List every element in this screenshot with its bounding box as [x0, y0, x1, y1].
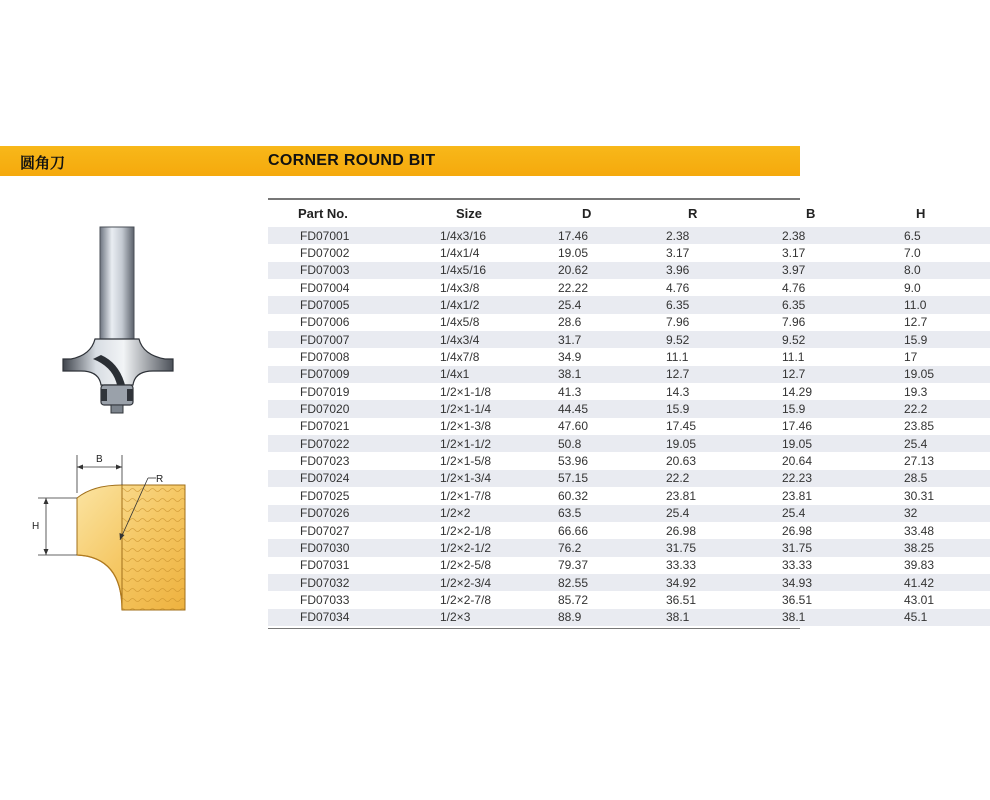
table-row [268, 452, 990, 469]
cell-h: 33.48 [904, 523, 935, 538]
cell-b: 2.38 [782, 228, 806, 243]
cell-size: 1/4x1/2 [440, 298, 480, 313]
cell-size: 1/2×1-3/8 [440, 419, 492, 434]
cell-h: 39.83 [904, 558, 935, 573]
cell-h: 38.25 [904, 540, 935, 555]
cell-d: 38.1 [558, 367, 582, 382]
cell-b: 19.05 [782, 436, 813, 451]
table-row [268, 435, 990, 452]
cell-b: 22.23 [782, 471, 813, 486]
table-row [268, 331, 990, 348]
b-arrow-right [116, 465, 122, 470]
cell-d: 19.05 [558, 246, 589, 261]
cell-h: 11.0 [904, 298, 927, 313]
router-bit-illustration [55, 225, 185, 425]
bearing-shield-right [127, 389, 133, 401]
spec-table [268, 200, 990, 626]
cell-part-no: FD07032 [300, 575, 350, 590]
cell-d: 22.22 [558, 280, 589, 295]
cell-d: 44.45 [558, 402, 589, 417]
cell-size: 1/4x7/8 [440, 350, 480, 365]
b-arrow-left [77, 465, 83, 470]
table-row [268, 574, 990, 591]
header-d: D [582, 206, 592, 221]
wood-end-grain [122, 485, 185, 610]
cell-b: 20.64 [782, 454, 813, 469]
english-title: CORNER ROUND BIT [268, 152, 436, 169]
cell-d: 79.37 [558, 558, 589, 573]
cell-h: 9.0 [904, 280, 921, 295]
cell-r: 14.3 [666, 384, 690, 399]
table-row [268, 279, 990, 296]
cell-part-no: FD07021 [300, 419, 350, 434]
table-row [268, 539, 990, 556]
title-banner [0, 146, 800, 176]
cell-size: 1/2×1-1/8 [440, 384, 492, 399]
table-header-row [268, 200, 990, 227]
h-arrow-top [44, 498, 49, 504]
cell-r: 38.1 [666, 610, 690, 625]
bearing-screw [111, 405, 123, 413]
cell-d: 53.96 [558, 454, 589, 469]
cell-part-no: FD07004 [300, 280, 350, 295]
cell-part-no: FD07009 [300, 367, 350, 382]
cell-r: 3.96 [666, 263, 690, 278]
cell-r: 36.51 [666, 592, 697, 607]
cell-d: 85.72 [558, 592, 589, 607]
cell-size: 1/2×2-1/8 [440, 523, 492, 538]
table-bottom-rule [268, 628, 800, 629]
cell-r: 22.2 [666, 471, 690, 486]
cell-size: 1/2×3 [440, 610, 471, 625]
cell-size: 1/4x3/8 [440, 280, 480, 295]
cell-r: 25.4 [666, 506, 690, 521]
table-body [268, 227, 990, 626]
cell-r: 33.33 [666, 558, 697, 573]
dimension-label-r: R [156, 474, 164, 485]
cell-h: 12.7 [904, 315, 928, 330]
cell-size: 1/2×1-1/4 [440, 402, 492, 417]
table-row [268, 227, 990, 244]
cell-d: 66.66 [558, 523, 589, 538]
cell-b: 36.51 [782, 592, 813, 607]
cell-d: 41.3 [558, 384, 582, 399]
cell-size: 1/2×2-1/2 [440, 540, 492, 555]
cell-r: 3.17 [666, 246, 690, 261]
cell-h: 6.5 [904, 228, 921, 243]
cell-part-no: FD07026 [300, 506, 350, 521]
cell-part-no: FD07006 [300, 315, 350, 330]
spec-table-container [268, 200, 935, 626]
bearing-shield-left [101, 389, 107, 401]
cell-h: 32 [904, 506, 918, 521]
header-b: B [806, 206, 816, 221]
table-row [268, 314, 990, 331]
cell-size: 1/4x1/4 [440, 246, 480, 261]
cell-part-no: FD07007 [300, 332, 350, 347]
table-row [268, 418, 990, 435]
cell-part-no: FD07019 [300, 384, 350, 399]
table-row [268, 609, 990, 626]
cell-b: 38.1 [782, 610, 806, 625]
cell-b: 9.52 [782, 332, 806, 347]
cell-b: 15.9 [782, 402, 806, 417]
cell-size: 1/4x5/8 [440, 315, 480, 330]
cell-r: 11.1 [666, 350, 689, 365]
cell-d: 20.62 [558, 263, 589, 278]
profile-diagram [30, 445, 200, 615]
cell-b: 26.98 [782, 523, 813, 538]
table-row [268, 470, 990, 487]
cell-b: 17.46 [782, 419, 813, 434]
cell-part-no: FD07020 [300, 402, 350, 417]
table-row [268, 366, 990, 383]
cell-size: 1/2×1-3/4 [440, 471, 492, 486]
cell-h: 41.42 [904, 575, 935, 590]
cell-b: 4.76 [782, 280, 806, 295]
cell-part-no: FD07031 [300, 558, 350, 573]
cell-d: 76.2 [558, 540, 582, 555]
cell-b: 31.75 [782, 540, 813, 555]
cell-h: 7.0 [904, 246, 921, 261]
header-r: R [688, 206, 698, 221]
cell-size: 1/2×2-5/8 [440, 558, 492, 573]
cell-h: 8.0 [904, 263, 921, 278]
cell-h: 22.2 [904, 402, 928, 417]
table-row [268, 348, 990, 365]
cell-part-no: FD07023 [300, 454, 350, 469]
cell-d: 34.9 [558, 350, 582, 365]
cell-r: 15.9 [666, 402, 690, 417]
cell-b: 3.17 [782, 246, 806, 261]
cell-b: 6.35 [782, 298, 806, 313]
cell-b: 11.1 [782, 350, 805, 365]
cell-r: 6.35 [666, 298, 690, 313]
cell-size: 1/2×1-7/8 [440, 488, 492, 503]
cell-d: 50.8 [558, 436, 582, 451]
cell-size: 1/2×1-5/8 [440, 454, 492, 469]
cell-part-no: FD07008 [300, 350, 350, 365]
cell-h: 17 [904, 350, 918, 365]
cell-r: 20.63 [666, 454, 697, 469]
cell-h: 15.9 [904, 332, 928, 347]
cell-h: 19.3 [904, 384, 928, 399]
table-row [268, 522, 990, 539]
header-h: H [916, 206, 926, 221]
cell-d: 60.32 [558, 488, 589, 503]
cell-h: 28.5 [904, 471, 928, 486]
cell-h: 43.01 [904, 592, 935, 607]
cell-r: 7.96 [666, 315, 690, 330]
cell-r: 2.38 [666, 228, 690, 243]
cell-d: 82.55 [558, 575, 589, 590]
h-arrow-bottom [44, 549, 49, 555]
table-row [268, 505, 990, 522]
dimension-label-b: B [96, 454, 103, 465]
cell-b: 14.29 [782, 384, 813, 399]
cell-r: 34.92 [666, 575, 697, 590]
cell-d: 31.7 [558, 332, 582, 347]
cell-part-no: FD07024 [300, 471, 350, 486]
cell-r: 4.76 [666, 280, 690, 295]
table-row [268, 557, 990, 574]
cell-d: 17.46 [558, 228, 589, 243]
cell-size: 1/4x5/16 [440, 263, 487, 278]
table-row [268, 487, 990, 504]
cell-d: 28.6 [558, 315, 582, 330]
table-row [268, 591, 990, 608]
bit-shank [100, 227, 134, 339]
cell-part-no: FD07005 [300, 298, 350, 313]
cell-h: 23.85 [904, 419, 935, 434]
cell-h: 27.13 [904, 454, 935, 469]
cell-h: 45.1 [904, 610, 928, 625]
cell-size: 1/4x1 [440, 367, 470, 382]
cell-size: 1/4x3/4 [440, 332, 480, 347]
cell-part-no: FD07030 [300, 540, 350, 555]
cell-h: 30.31 [904, 488, 935, 503]
cell-b: 25.4 [782, 506, 806, 521]
cell-d: 63.5 [558, 506, 582, 521]
cell-part-no: FD07027 [300, 523, 350, 538]
cell-d: 25.4 [558, 298, 582, 313]
cell-d: 57.15 [558, 471, 589, 486]
cell-d: 88.9 [558, 610, 582, 625]
cell-b: 34.93 [782, 575, 813, 590]
header-size: Size [456, 206, 483, 221]
cell-d: 47.60 [558, 419, 589, 434]
dimension-label-h: H [32, 521, 40, 532]
cell-r: 17.45 [666, 419, 697, 434]
table-row [268, 262, 990, 279]
cell-part-no: FD07002 [300, 246, 350, 261]
header-part-no: Part No. [298, 206, 348, 221]
cell-size: 1/4x3/16 [440, 228, 487, 243]
cell-size: 1/2×2-3/4 [440, 575, 492, 590]
cell-b: 12.7 [782, 367, 806, 382]
cell-part-no: FD07001 [300, 228, 350, 243]
cell-h: 25.4 [904, 436, 928, 451]
cell-part-no: FD07022 [300, 436, 350, 451]
cell-size: 1/2×2 [440, 506, 471, 521]
cell-r: 12.7 [666, 367, 690, 382]
cell-size: 1/2×2-7/8 [440, 592, 492, 607]
cell-part-no: FD07034 [300, 610, 350, 625]
cell-part-no: FD07033 [300, 592, 350, 607]
cell-part-no: FD07025 [300, 488, 350, 503]
cell-r: 23.81 [666, 488, 697, 503]
cell-r: 19.05 [666, 436, 697, 451]
chinese-title: 圆角刀 [20, 154, 66, 172]
cell-r: 9.52 [666, 332, 690, 347]
cell-part-no: FD07003 [300, 263, 350, 278]
cell-r: 31.75 [666, 540, 697, 555]
table-row [268, 400, 990, 417]
cell-h: 19.05 [904, 367, 935, 382]
table-row [268, 296, 990, 313]
cell-b: 7.96 [782, 315, 806, 330]
cell-r: 26.98 [666, 523, 697, 538]
table-row [268, 244, 990, 261]
table-row [268, 383, 990, 400]
cell-b: 23.81 [782, 488, 813, 503]
cell-size: 1/2×1-1/2 [440, 436, 492, 451]
cell-b: 33.33 [782, 558, 813, 573]
cell-b: 3.97 [782, 263, 806, 278]
